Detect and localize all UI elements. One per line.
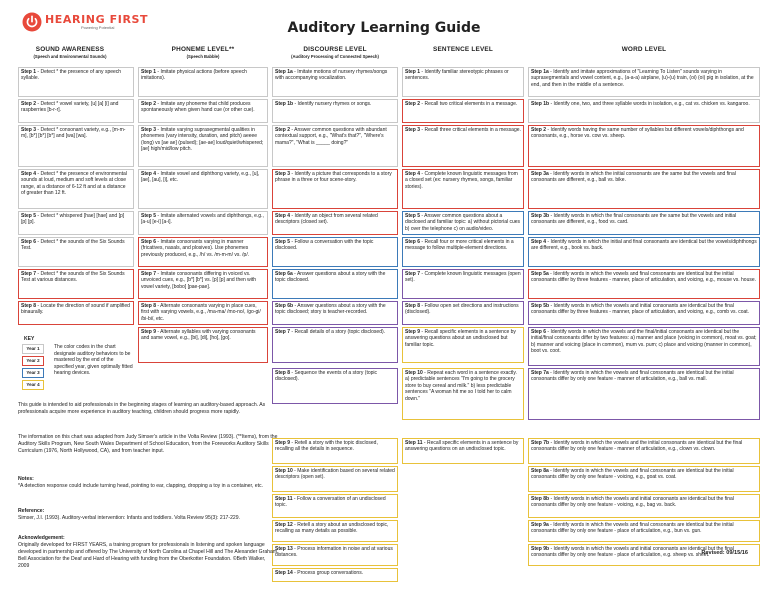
phoneme-step-9: Step 9 - Alternate syllables with varying consonants and same vowel, e.g., [bi], [di], [ho], [go]. (138, 327, 268, 363)
column-header-word-level: WORD LEVEL (621, 46, 667, 53)
sentence-step-3: Step 3 - Recall three critical elements in a message. (402, 125, 524, 167)
word-step-2: Step 2 - Identify words having the same number of syllables but different vowels/diphthongs and consonants, e.g., horse vs. cow vs. sheep. (528, 125, 760, 167)
sentence-step-7: Step 7 - Complete known linguistic messages (open set). (402, 269, 524, 299)
discourse-step-3: Step 3 - Identify a picture that corresponds to a story phrase in a three or four scene-story. (272, 169, 398, 209)
discourse-step-10: Step 10 - Make identification based on several related descriptors (open set). (272, 466, 398, 492)
phoneme-step-3: Step 3 - Imitate varying suprasegmental qualities in phonemes (vary intensity, duration, and pitch) aeeee (long) vs [ae ae] (pulsed); [ae-ae] loud/quiet/whispered; [ae] high/mid/low pitch. (138, 125, 268, 167)
key-year-2: Year 2 (22, 356, 44, 366)
phoneme-step-4: Step 4 - Imitate vowel and diphthong variety, e.g., [u], [ae], [au], [i], etc. (138, 169, 268, 209)
sound-awareness-step-5: Step 5 - Detect * whispered [hae] [hae] and [p] [p] [p]. (18, 211, 134, 235)
word-step-9a: Step 9a - Identify words in which the vowels and final consonants are identical but the initial consonants differ by only one feature - place of articulation, e.g., bun vs. gun. (528, 520, 760, 542)
page-title: Auditory Learning Guide (287, 20, 481, 36)
notes-text: *A detection response could include turning head, pointing to ear, clapping, dropping a toy in a container, etc. (18, 482, 263, 489)
sentence-step-6: Step 6 - Recall four or more critical elements in a message to follow multiple-element directions. (402, 237, 524, 267)
discourse-step-7: Step 7 - Recall details of a story (topic disclosed). (272, 327, 398, 363)
word-step-3b: Step 3b - Identify words in which the final consonants are the same but the vowels and initial consonants are different, e.g., food vs. card. (528, 211, 760, 235)
discourse-step-4: Step 4 - Identify an object from several related descriptors (closed set). (272, 211, 398, 235)
sentence-step-8: Step 8 - Follow open set directions and instructions (disclosed). (402, 301, 524, 325)
discourse-step-8: Step 8 - Sequence the events of a story (topic disclosed). (272, 368, 398, 404)
acknowledgement-section (18, 535, 278, 570)
word-step-1a: Step 1a - Identify and imitate approximations of "Learning To Listen" sounds varying in suprasegmentals and vowel content, e.g., (a-a-a) airplane, (u)-(u) train, (oi) (oi) pig in isolation, at the end, and then in the middle of a sentence. (528, 67, 760, 97)
word-step-5b: Step 5b - Identify words in which the vowels and initial consonants are identical but the final consonants differ by three features - manner, place of articulation, and voicing, e.g., comb vs. coat. (528, 301, 760, 325)
discourse-step-5: Step 5 - Follow a conversation with the topic disclosed. (272, 237, 398, 267)
sentence-step-4: Step 4 - Complete known linguistic messages from a closed set (ex: nursery rhymes, songs, familiar stories). (402, 169, 524, 209)
sound-awareness-step-3: Step 3 - Detect * consonant variety, e.g., [m-m-m], [b*] [b*] [b*] and [wa] [wa]. (18, 125, 134, 167)
discourse-step-11: Step 11 - Follow a conversation of an undisclosed topic. (272, 494, 398, 518)
sound-awareness-step-8: Step 8 - Locate the direction of sound if amplified binaurally. (18, 301, 134, 325)
discourse-step-6a: Step 6a - Answer questions about a story with the topic disclosed. (272, 269, 398, 299)
word-step-7a: Step 7a - Identify words in which the vowels and final consonants are identical but the initial consonants differ by only one feature - manner of articulation, e.g., ball vs. mall. (528, 368, 760, 420)
intro-text: This guide is intended to aid professionals in the beginning stages of learning an auditory-based approach. As professionals acquire more experience in auditory teaching, children should progress more rapidly. (18, 402, 266, 415)
sound-awareness-step-6: Step 6 - Detect * the sounds of the Six Sounds Test. (18, 237, 134, 267)
word-step-8b: Step 8b - Identify words in which the vowels and initial consonants are identical but the final consonants differ by only one feature - voicing, e.g., bag vs. back. (528, 494, 760, 518)
reference-section (18, 508, 278, 522)
discourse-step-13: Step 13 - Process information in noise and at various distances. (272, 544, 398, 566)
revised-date: Revised: 09/15/16 (701, 550, 748, 556)
reference-text: Simser, J.I. (1993). Auditory-verbal intervention: Infants and toddlers. Volta Review 95(3): 217-229. (18, 514, 240, 521)
sentence-step-9: Step 9 - Recall specific elements in a sentence by answering questions about an undisclosed but familiar topic. (402, 327, 524, 363)
sound-awareness-step-7: Step 7 - Detect * the sounds of the Six Sounds Test at various distances. (18, 269, 134, 299)
acknowledgement-label: Acknowledgement: (18, 535, 65, 541)
acknowledgement-text: Originally developed for FIRST YEARS, a training program for professionals in listening and spoken language developed in partnership and offered by The University of North Carolina at Chapel Hill and The Alexander Graham Bell Association for the Deaf and Hard of Hearing with funding from the Oberkotter Foundation. ©Beth Walker, 2009 (18, 541, 278, 569)
sound-awareness-step-2: Step 2 - Detect * vowel variety, [u] [a] [i] and raspberries [b-r-r]. (18, 99, 134, 123)
discourse-step-9: Step 9 - Retell a story with the topic disclosed, recalling all the details in sequence. (272, 438, 398, 464)
reference-label: Reference: (18, 508, 45, 514)
phoneme-step-8: Step 8 - Alternate consonants varying in place cues, first with varying vowels, e.g., /ma-ma/ /mo-no/, /go-gi/ /bi-bi/, etc. (138, 301, 268, 325)
key-description: The color codes in the chart designate auditory behaviors to be mastered by the end of the specified year, given optimally fitted hearing devices. (54, 344, 133, 376)
word-step-1b: Step 1b - Identify one, two, and three syllable words in isolation, e.g., cat vs. chicken vs. kangaroo. (528, 99, 760, 123)
discourse-step-1a: Step 1a - Imitate motions of nursery rhymes/songs with accompanying vocalization. (272, 67, 398, 97)
sound-awareness-step-1: Step 1 - Detect * the presence of any speech syllable. (18, 67, 134, 97)
column-header-sound-awareness: SOUND AWARENESS (Speech and Environmental Sounds) (33, 46, 107, 60)
word-step-6: Step 6 - Identify words in which the vowels and the final/initial consonants are identical but the initial/final consonants differ by two features: a) manner and place (voicing in common), moat vs. goat; b) manner and voicing (place in common), mum vs. pum; c) place and voicing (manner in common), boot vs. coot. (528, 327, 760, 366)
discourse-step-2: Step 2 - Answer common questions with abundant contextual support, e.g., "What's that?", "Where's mama?", "What is _____ doing?" (272, 125, 398, 167)
sentence-step-1: Step 1 - Identify familiar stereotypic phrases or sentences. (402, 67, 524, 97)
sound-awareness-step-4: Step 4 - Detect * the presence of environmental sounds at loud, medium and soft levels at close range, at a distance of 6-12 ft and at a distance of greater than 12 ft. (18, 169, 134, 209)
column-header-discourse-level: DISCOURSE LEVEL (Auditory Processing of Connected Speech) (291, 46, 379, 60)
discourse-step-12: Step 12 - Retell a story about an undisclosed topic, recalling as many details as possible. (272, 520, 398, 542)
column-header-sentence-level: SENTENCE LEVEL (433, 46, 493, 53)
word-step-9b: Step 9b - Identify words in which the vowels and initial consonants are identical but the final consonants differ by only one feature - place of articulation, e.g. sheep vs. sheet. (528, 544, 760, 566)
phoneme-step-5: Step 5 - Imitate alternated vowels and diphthongs, e.g., [a-u] [e-i] [a-i]. (138, 211, 268, 235)
phoneme-step-7: Step 7 - Imitate consonants differing in voiced vs. unvoiced cues, e.g., [b*] [b*] vs. [p] [p] and then with vowel variety, [bobo] [pae-pae]. (138, 269, 268, 299)
phoneme-step-6: Step 6 - Imitate consonants varying in manner (fricatives, nasals, and plosives). Use phonemes previously produced, e.g., /h/ vs. /m-m-m/ vs. /p/. (138, 237, 268, 267)
column-header-phoneme-level: PHONEME LEVEL** (Speech Babble) (171, 46, 235, 60)
key-year-3: Year 3 (22, 368, 44, 378)
notes-label: Notes: (18, 476, 34, 482)
discourse-step-14: Step 14 - Process group conversations. (272, 568, 398, 582)
discourse-step-1b: Step 1b - Identify nursery rhymes or songs. (272, 99, 398, 123)
key-year-4: Year 4 (22, 380, 44, 390)
sentence-step-5: Step 5 - Answer common questions about a disclosed and familiar topic: a) without pictorial cues b) over the telephone c) on audio/video. (402, 211, 524, 235)
discourse-step-6b: Step 6b - Answer questions about a story with the topic disclosed; story is teacher-recorded. (272, 301, 398, 325)
brand-name: HEARING FIRST (45, 13, 149, 26)
key-title: KEY (24, 336, 35, 342)
sentence-step-2: Step 2 - Recall two critical elements in a message. (402, 99, 524, 123)
notes-section (18, 476, 278, 490)
phoneme-step-1: Step 1 - Imitate physical actions (before speech imitations). (138, 67, 268, 97)
word-step-8a: Step 8a - Identify words in which the vowels and final consonants are identical but the initial consonants differ by only one feature - voicing, e.g., goat vs. coat. (528, 466, 760, 492)
key-year-1: Year 1 (22, 344, 44, 354)
sentence-step-10: Step 10 - Repeat each word in a sentence exactly. a) predictable sentences "I'm going to the grocery store to buy cereal and milk." b) less predictable sentences "A woman hit me so I told her to calm down." (402, 368, 524, 420)
brand-tagline: Powering Potential (81, 25, 115, 30)
word-step-7b: Step 7b - Identify words in which the vowels and the initial consonants are identical but the final consonants differ by only one feature - manner of articulation, e.g., clown vs. clown. (528, 438, 760, 464)
phoneme-step-2: Step 2 - Imitate any phoneme that child produces spontaneously when given hand cue (or other cue). (138, 99, 268, 123)
source-text: The information on this chart was adapted from Judy Simser's article in the Volta Review (1993). (**Items), from the Auditory Skills Program, New South Wales Department of School Education, from the Foreworks Auditory Skills Curriculum (1976, North Hollywood, CA), and from teacher input. (18, 434, 278, 454)
word-step-4: Step 4 - Identify words in which the initial and final consonants are identical but the vowels/diphthongs are different, e.g., book vs. back. (528, 237, 760, 267)
word-step-3a: Step 3a - Identify words in which the initial consonants are the same but the vowels and final consonants are different, e.g., ball vs. bike. (528, 169, 760, 209)
word-step-5a: Step 5a - Identify words in which the vowels and final consonants are identical but the initial consonants differ by three features - manner, place of articulation, and voicing, e.g., mouse vs. house. (528, 269, 760, 299)
sentence-step-11: Step 11 - Recall specific elements in a sentence by answering questions on an undisclosed topic. (402, 438, 524, 464)
